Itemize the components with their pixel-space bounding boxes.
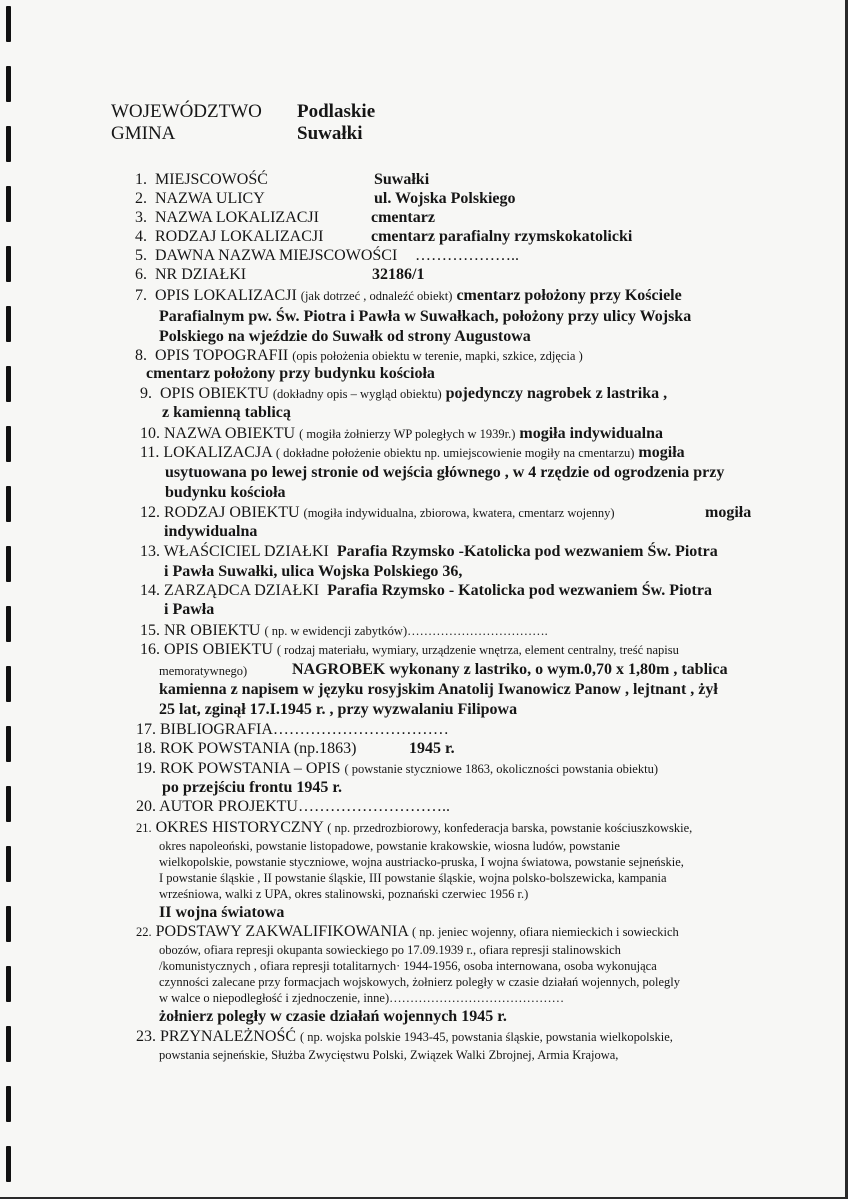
item-number: 10. — [140, 425, 160, 442]
item-13-value-line: i Pawła Suwałki, ulica Wojska Polskiego 36, — [164, 563, 463, 580]
item-1-label — [135, 172, 268, 188]
field-label: RODZAJ LOKALIZACJI — [155, 228, 324, 245]
binder-mark — [6, 666, 11, 702]
item-20-label — [136, 799, 450, 815]
item-1-value: Suwałki — [374, 171, 430, 188]
item-number: 14. — [140, 582, 160, 599]
item-number: 4. — [135, 228, 147, 245]
field-label: NAZWA ULICY — [155, 190, 265, 207]
field-label: NR DZIAŁKI — [155, 266, 247, 283]
field-value: Parafia Rzymsko -Katolicka pod wezwaniem Św. Piotra — [336, 543, 718, 560]
item-6-value: 32186/1 — [372, 266, 425, 283]
item-19-value-line: po przejściu frontu 1945 r. — [162, 779, 342, 796]
item-13-label — [140, 544, 718, 560]
item-16-value-line: kamienna z napisem w języku rosyjskim Anatolij Iwanowicz Panow , lejtnant , żył — [159, 681, 718, 698]
binder-mark — [6, 606, 11, 642]
item-number: 2. — [135, 190, 147, 207]
field-value: pojedynczy nagrobek z lastrika , — [445, 385, 668, 402]
item-22-hint-line: obozów, ofiara represji okupanta sowieckiego po 17.09.1939 r., ofiara represji stalinowskich — [159, 943, 621, 957]
binder-mark — [6, 126, 11, 162]
field-label: PODSTAWY ZAKWALIFIKOWANIA — [155, 923, 408, 940]
item-21-hint-line: okres napoleoński, powstanie listopadowe, powstanie krakowskie, wiosna ludów, powstanie — [159, 839, 620, 853]
item-3-label — [135, 210, 319, 226]
item-14-label — [140, 583, 712, 599]
field-label: OPIS OBIEKTU — [164, 641, 273, 658]
item-9-label — [140, 386, 667, 402]
item-19-label — [136, 761, 658, 777]
item-8-value-line: cmentarz położony przy budynku kościoła — [146, 365, 435, 382]
field-label: LOKALIZACJA — [163, 444, 272, 461]
item-number: 13. — [140, 543, 160, 560]
item-16-value-line: 25 lat, zginął 17.I.1945 r. , przy wyzwalaniu Filipowa — [159, 701, 518, 718]
item-21-label — [136, 820, 692, 836]
item-22-hint-line: /komunistycznych , ofiara represji totalitarnych· 1944-1956, osoba internowana, osoba wykonująca — [159, 959, 657, 973]
binder-mark — [6, 1026, 11, 1062]
item-number: 19. — [136, 760, 156, 777]
field-label: NAZWA LOKALIZACJI — [155, 209, 319, 226]
field-label: WŁAŚCICIEL DZIAŁKI — [163, 543, 329, 560]
item-10-label — [140, 426, 663, 442]
binder-mark — [6, 966, 11, 1002]
item-7-value-line: Parafialnym pw. Św. Piotra i Pawła w Suwałkach, położony przy ulicy Wojska — [159, 308, 692, 325]
binder-mark — [6, 6, 11, 42]
field-label: DAWNA NAZWA MIEJSCOWOŚCI — [155, 247, 398, 264]
item-21-hint-line: wrześniowa, walki z UPA, okres stalinowski, poznański czerwiec 1956 r.) — [159, 887, 529, 901]
item-number: 3. — [135, 209, 147, 226]
item-7-label — [135, 288, 682, 304]
item-21-value-line: II wojna światowa — [159, 904, 285, 921]
field-label: AUTOR PROJEKTU……………………….. — [159, 798, 450, 815]
wojewodztwo-value: Podlaskie — [297, 101, 376, 122]
binder-mark — [6, 786, 11, 822]
item-21-hint-line: I powstanie śląskie , II powstanie śląskie, III powstanie śląskie, wojna polsko-bolszewicka, kampania — [159, 871, 667, 885]
gmina-label: GMINA — [111, 123, 176, 144]
item-4-label — [135, 229, 323, 245]
binder-mark — [6, 1086, 11, 1122]
field-value: Parafia Rzymsko - Katolicka pod wezwaniem Św. Piotra — [327, 582, 712, 599]
item-number: 12. — [140, 504, 160, 521]
item-22-hint-line: czynności zalecane przy formacjach wojskowych, żołnierz poległy w czasie działań wojennych, polegly — [159, 975, 680, 989]
item-9-value-line: z kamienną tablicą — [162, 404, 291, 421]
item-number: 1. — [135, 171, 147, 188]
binder-mark — [6, 306, 11, 342]
item-2-label — [135, 191, 265, 207]
item-number: 22. — [136, 925, 152, 939]
item-23-label — [136, 1029, 673, 1045]
item-number: 9. — [140, 385, 152, 402]
item-11-label — [140, 445, 685, 461]
field-label: ROK POWSTANIA (np.1863) — [160, 740, 357, 757]
item-22-hint-line: w walce o niepodległość i zjednoczenie, inne)…………………………………… — [159, 991, 565, 1005]
field-value: mogiła — [638, 444, 685, 461]
item-2-value: ul. Wojska Polskiego — [374, 190, 516, 207]
item-4-value: cmentarz parafialny rzymskokatolicki — [371, 228, 633, 245]
item-7-value-line: Polskiego na wjeździe do Suwałk od strony Augustowa — [159, 328, 531, 345]
binder-mark — [6, 246, 11, 282]
field-hint: (mogiła indywidualna, zbiorowa, kwatera, cmentarz wojenny) — [303, 506, 615, 520]
item-number: 17. — [136, 721, 156, 738]
field-label: ZARZĄDCA DZIAŁKI — [164, 582, 320, 599]
binder-mark — [6, 366, 11, 402]
item-number: 15. — [140, 622, 160, 639]
binder-mark — [6, 1146, 11, 1182]
field-hint: ( rodzaj materiału, wymiary, urządzenie wnętrza, element centralny, treść napisu — [276, 643, 679, 657]
field-hint: (opis położenia obiektu w terenie, mapki, szkice, zdjęcia ) — [292, 349, 583, 363]
item-number: 21. — [136, 821, 152, 835]
field-label: OPIS TOPOGRAFII — [155, 347, 289, 364]
item-6-label — [135, 267, 246, 283]
item-23-hint-line: powstania sejneńskie, Służba Zwycięstwu Polski, Związek Walki Zbrojnej, Armia Krajowa, — [159, 1048, 619, 1062]
item-number: 20. — [136, 798, 156, 815]
field-label: OKRES HISTORYCZNY — [155, 819, 324, 836]
item-12-label — [140, 505, 615, 521]
binder-mark — [6, 726, 11, 762]
field-label: RODZAJ OBIEKTU — [164, 504, 300, 521]
item-15-label — [140, 623, 548, 639]
binder-mark — [6, 66, 11, 102]
item-8-label — [135, 348, 583, 364]
item-11-value-line: usytuowana po lewej stronie od wejścia głównego , w 4 rzędzie od ogrodzenia przy — [165, 464, 725, 481]
field-label: BIBLIOGRAFIA…………………………… — [160, 721, 449, 738]
item-11-value-line: budynku kościoła — [165, 484, 286, 501]
item-16-value: NAGROBEK wykonany z lastriko, o wym.0,70 x 1,80m , tablica — [292, 661, 728, 678]
item-3-value: cmentarz — [371, 209, 435, 226]
item-number: 18. — [136, 740, 156, 757]
field-label: NAZWA OBIEKTU — [164, 425, 296, 442]
item-number: 5. — [135, 247, 147, 264]
field-label: OPIS LOKALIZACJI — [155, 287, 297, 304]
field-hint: ( dokładne położenie obiektu np. umiejscowienie mogiły na cmentarzu) — [275, 446, 635, 460]
binder-mark — [6, 546, 11, 582]
field-hint: ( mogiła żołnierzy WP poległych w 1939r.) — [299, 427, 516, 441]
field-hint: ( np. w ewidencji zabytków)……………………………. — [264, 624, 548, 638]
binder-mark — [6, 186, 11, 222]
field-hint: ( np. przedrozbiorowy, konfederacja barska, powstanie kościuszkowskie, — [327, 821, 693, 835]
item-17-label — [136, 722, 449, 738]
item-12-value-line: indywidualna — [164, 523, 258, 540]
field-label: NR OBIEKTU — [164, 622, 261, 639]
item-number: 11. — [140, 444, 160, 461]
item-22-value-line: żołnierz poległy w czasie działań wojennych 1945 r. — [159, 1008, 507, 1025]
field-value: mogiła indywidualna — [519, 425, 663, 442]
item-number: 23. — [136, 1028, 156, 1045]
binder-mark — [6, 426, 11, 462]
item-21-hint-line: wielkopolskie, powstanie styczniowe, wojna austriacko-pruska, I wojna światowa, powstanie sejneńskie, — [159, 855, 684, 869]
gmina-value: Suwałki — [297, 123, 363, 144]
field-hint: (dokładny opis – wygląd obiektu) — [272, 387, 442, 401]
item-number: 8. — [135, 347, 147, 364]
field-label: MIEJSCOWOŚĆ — [155, 171, 268, 188]
item-18-label — [136, 741, 357, 757]
item-5-label — [135, 248, 397, 264]
item-number: 6. — [135, 266, 147, 283]
item-14-value-line: i Pawła — [164, 601, 215, 618]
item-18-value: 1945 r. — [409, 740, 455, 757]
field-label: OPIS OBIEKTU — [160, 385, 269, 402]
binder-mark — [6, 486, 11, 522]
item-12-value: mogiła — [705, 504, 752, 521]
item-16-hint-line: memoratywnego) — [159, 664, 248, 678]
field-hint: ( powstanie styczniowe 1863, okoliczności powstania obiektu) — [344, 762, 658, 776]
field-label: PRZYNALEŻNOŚĆ — [160, 1028, 297, 1045]
item-number: 7. — [135, 287, 147, 304]
field-hint: ( np. wojska polskie 1943-45, powstania śląskie, powstania wielkopolskie, — [300, 1030, 673, 1044]
wojewodztwo-label: WOJEWÓDZTWO — [111, 101, 262, 122]
field-label: ROK POWSTANIA – OPIS — [160, 760, 341, 777]
binder-mark — [6, 906, 11, 942]
field-value: cmentarz położony przy Kościele — [456, 287, 682, 304]
item-number: 16. — [140, 641, 160, 658]
item-5-value: ……………….. — [415, 247, 519, 264]
item-22-label — [136, 924, 679, 940]
binder-mark — [6, 846, 11, 882]
field-hint: ( np. jeniec wojenny, ofiara niemieckich i sowieckich — [412, 925, 679, 939]
field-hint: (jak dotrzeć , odnaleźć obiekt) — [300, 289, 453, 303]
item-16-label — [140, 642, 679, 658]
